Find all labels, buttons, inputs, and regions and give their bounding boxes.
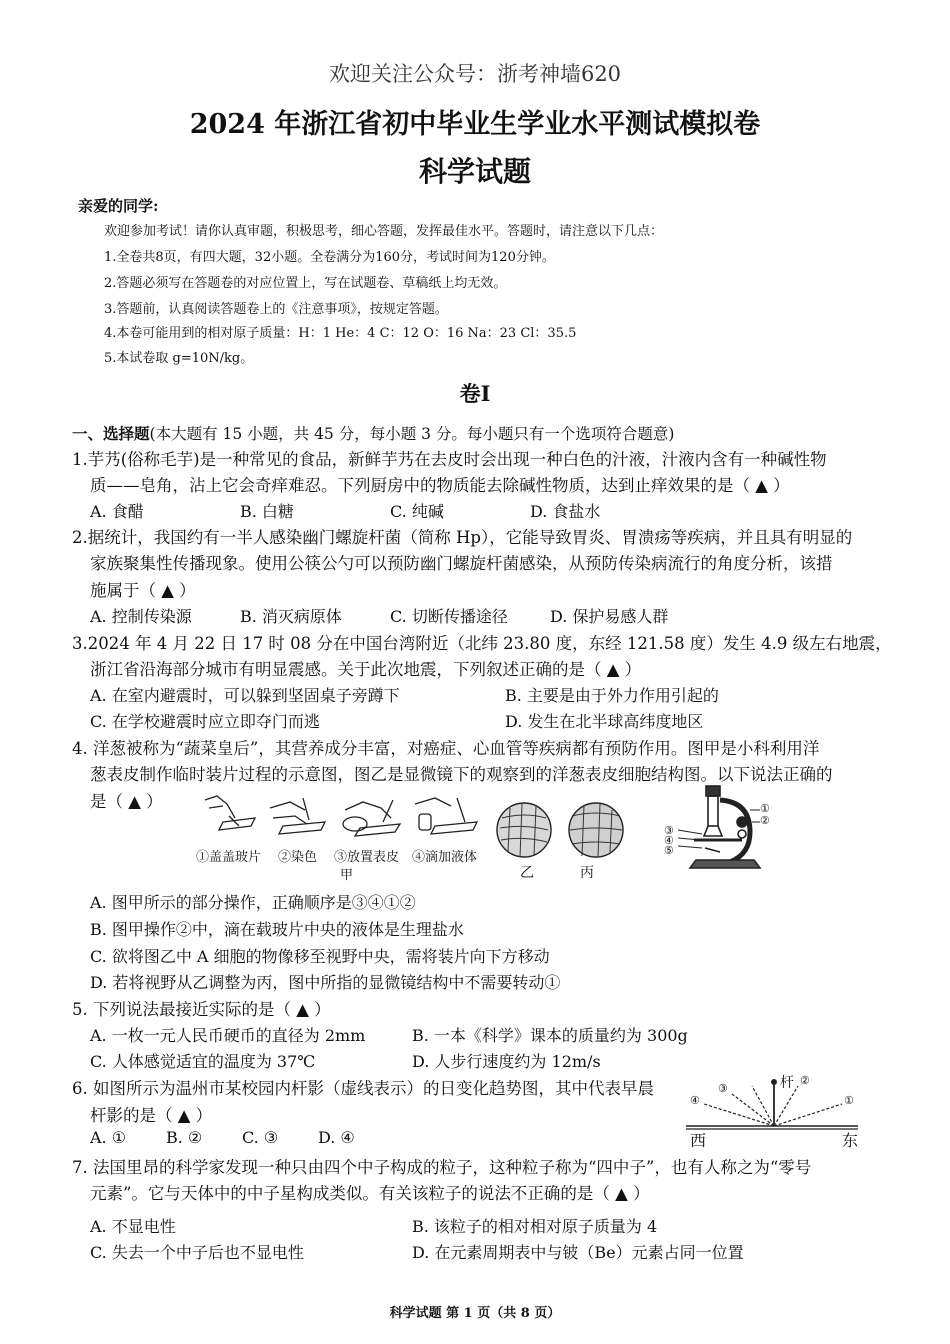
q2-option-b: B. 消灭病原体 xyxy=(240,607,342,626)
part-desc: (本大题有 15 小题，共 45 分，每小题 3 分。每小题只有一个选项符合题意) xyxy=(149,425,675,443)
q6-option-a: A. ① xyxy=(90,1128,127,1147)
q7-option-b: B. 该粒子的相对相对原子质量为 4 xyxy=(412,1217,658,1236)
q2-option-c: C. 切断传播途径 xyxy=(390,607,508,626)
shadow-mark: ② xyxy=(800,1074,810,1087)
step-label: ②染色 xyxy=(278,850,318,865)
q5-option-d: D. 人步行速度约为 12m/s xyxy=(412,1052,601,1071)
step-label: ④滴加液体 xyxy=(412,850,478,865)
q4-option-a: A. 图甲所示的部分操作，正确顺序是③④①② xyxy=(90,893,416,912)
q4-option-c: C. 欲将图乙中 A 细胞的物像移至视野中央，需将装片向下方移动 xyxy=(90,947,550,966)
shadow-mark: ④ xyxy=(690,1094,700,1107)
notice-line: 2.答题必须写在答题卷的对应位置上，写在试题卷、草稿纸上均无效。 xyxy=(104,276,507,291)
question-4-line: 葱表皮制作临时装片过程的示意图，图乙是显微镜下的观察到的洋葱表皮细胞结构图。以下说法正确的 xyxy=(90,765,833,784)
notice-line: 3.答题前，认真阅读答题卷上的《注意事项》，按规定答题。 xyxy=(104,302,448,317)
part-label: 一、选择题 xyxy=(72,424,150,443)
exam-title: 2024 年浙江省初中毕业生学业水平测试模拟卷 xyxy=(189,109,761,140)
cell-views-figure xyxy=(492,800,630,862)
microscope-mark: ③ xyxy=(664,824,674,837)
microscope-mark: ① xyxy=(760,802,770,815)
notice-line: 5.本试卷取 g=10N/kg。 xyxy=(104,351,254,366)
question-5-line: 5. 下列说法最接近实际的是（ ▲ ） xyxy=(72,1000,331,1019)
question-6-line: 6. 如图所示为温州市某校园内杆影（虚线表示）的日变化趋势图，其中代表早晨 xyxy=(72,1079,654,1098)
question-2-line: 家族聚集性传播现象。使用公筷公勺可以预防幽门螺旋杆菌感染，从预防传染病流行的角度分析，该措 xyxy=(90,554,833,573)
figure-label-yi: 乙 xyxy=(520,865,534,881)
question-2-line: 施属于（ ▲ ） xyxy=(90,581,196,600)
page-footer: 科学试题 第 1 页（共 8 页） xyxy=(389,1306,561,1321)
q5-option-a: A. 一枚一元人民币硬币的直径为 2mm xyxy=(90,1026,366,1045)
question-7-line: 元素”。它与天体中的中子星构成类似。有关该粒子的说法不正确的是（ ▲ ） xyxy=(90,1184,650,1203)
shadow-mark: ① xyxy=(844,1094,854,1107)
question-6-line: 杆影的是（ ▲ ） xyxy=(90,1106,213,1125)
q7-option-d: D. 在元素周期表中与铍（Be）元素占同一位置 xyxy=(412,1243,744,1262)
step-label: ③放置表皮 xyxy=(334,850,400,865)
question-3-line: 浙江省沿海部分城市有明显震感。关于此次地震，下列叙述正确的是（ ▲ ） xyxy=(90,660,642,679)
notice-line: 4.本卷可能用到的相对原子质量：H：1 He：4 C：12 O：16 Na：23 Cl：35.5 xyxy=(104,326,577,341)
q4-option-b: B. 图甲操作②中，滴在载玻片中央的液体是生理盐水 xyxy=(90,920,464,939)
microscope-mark: ② xyxy=(760,814,770,827)
q1-option-a: A. 食醋 xyxy=(90,502,144,521)
part-header xyxy=(72,422,674,444)
q4-option-d: D. 若将视野从乙调整为丙，图中所指的显微镜结构中不需要转动① xyxy=(90,973,561,992)
question-4-line: 4. 洋葱被称为“蔬菜皇后”，其营养成分丰富，对癌症、心血管等疾病都有预防作用。图甲是小科利用洋 xyxy=(72,739,820,758)
direction-west: 西 xyxy=(690,1131,707,1150)
q3-option-d: D. 发生在北半球高纬度地区 xyxy=(505,712,704,731)
direction-east: 东 xyxy=(842,1131,859,1150)
q6-option-d: D. ④ xyxy=(318,1128,355,1147)
pole-label: 杆 xyxy=(780,1075,794,1091)
q6-option-c: C. ③ xyxy=(242,1128,279,1147)
q7-option-a: A. 不显电性 xyxy=(90,1217,176,1236)
microscope-mark: ⑤ xyxy=(664,844,674,857)
q3-option-a: A. 在室内避震时，可以躲到坚固桌子旁蹲下 xyxy=(90,686,400,705)
q7-option-c: C. 失去一个中子后也不显电性 xyxy=(90,1243,304,1262)
q2-option-a: A. 控制传染源 xyxy=(90,607,192,626)
q5-option-c: C. 人体感觉适宜的温度为 37℃ xyxy=(90,1052,316,1071)
q1-option-d: D. 食盐水 xyxy=(530,502,601,521)
pole-shadow-figure xyxy=(682,1074,862,1134)
watermark-text: 欢迎关注公众号：浙考神墙620 xyxy=(328,62,622,86)
question-7-line: 7. 法国里昂的科学家发现一种只由四个中子构成的粒子，这种粒子称为“四中子”，也有人称之为“零号 xyxy=(72,1158,812,1177)
question-1-line: 1.芋艿(俗称毛芋)是一种常见的食品，新鲜芋艿在去皮时会出现一种白色的汁液，汁液内含有一种碱性物 xyxy=(72,450,827,469)
shadow-mark: ③ xyxy=(718,1082,728,1095)
q1-option-c: C. 纯碱 xyxy=(390,502,444,521)
figure-label-jia: 甲 xyxy=(340,868,354,883)
exam-subtitle: 科学试题 xyxy=(418,155,531,188)
question-2-line: 2.据统计，我国约有一半人感染幽门螺旋杆菌（简称 Hp），它能导致胃炎、胃溃疡等疾病，并且具有明显的 xyxy=(72,528,853,547)
q5-option-b: B. 一本《科学》课本的质量约为 300g xyxy=(412,1026,688,1045)
figure-label-bing: 丙 xyxy=(580,865,594,881)
q6-option-b: B. ② xyxy=(166,1128,203,1147)
q2-option-d: D. 保护易感人群 xyxy=(550,607,669,626)
greeting: 亲爱的同学: xyxy=(78,197,159,215)
q1-option-b: B. 白糖 xyxy=(240,502,294,521)
question-4-line: 是（ ▲ ） xyxy=(90,792,163,811)
section-title: 卷Ⅰ xyxy=(459,381,491,406)
step-label: ①盖盖玻片 xyxy=(196,850,262,865)
notice-line: 欢迎参加考试！请你认真审题，积极思考，细心答题，发挥最佳水平。答题时，请注意以下几点： xyxy=(104,224,664,239)
question-3-line: 3.2024 年 4 月 22 日 17 时 08 分在中国台湾附近（北纬 23.80 度，东经 121.58 度）发生 4.9 级左右地震， xyxy=(72,634,892,653)
question-1-line: 质——皂角，沾上它会奇痒难忍。下列厨房中的物质能去除碱性物质，达到止痒效果的是（ ▲ ） xyxy=(90,476,790,495)
slide-preparation-figure xyxy=(195,788,495,846)
microscope-mark: ④ xyxy=(664,834,674,847)
q3-option-b: B. 主要是由于外力作用引起的 xyxy=(505,686,719,705)
notice-line: 1.全卷共8页，有四大题，32小题。全卷满分为160分，考试时间为120分钟。 xyxy=(104,250,555,265)
q3-option-c: C. 在学校避震时应立即夺门而逃 xyxy=(90,712,320,731)
